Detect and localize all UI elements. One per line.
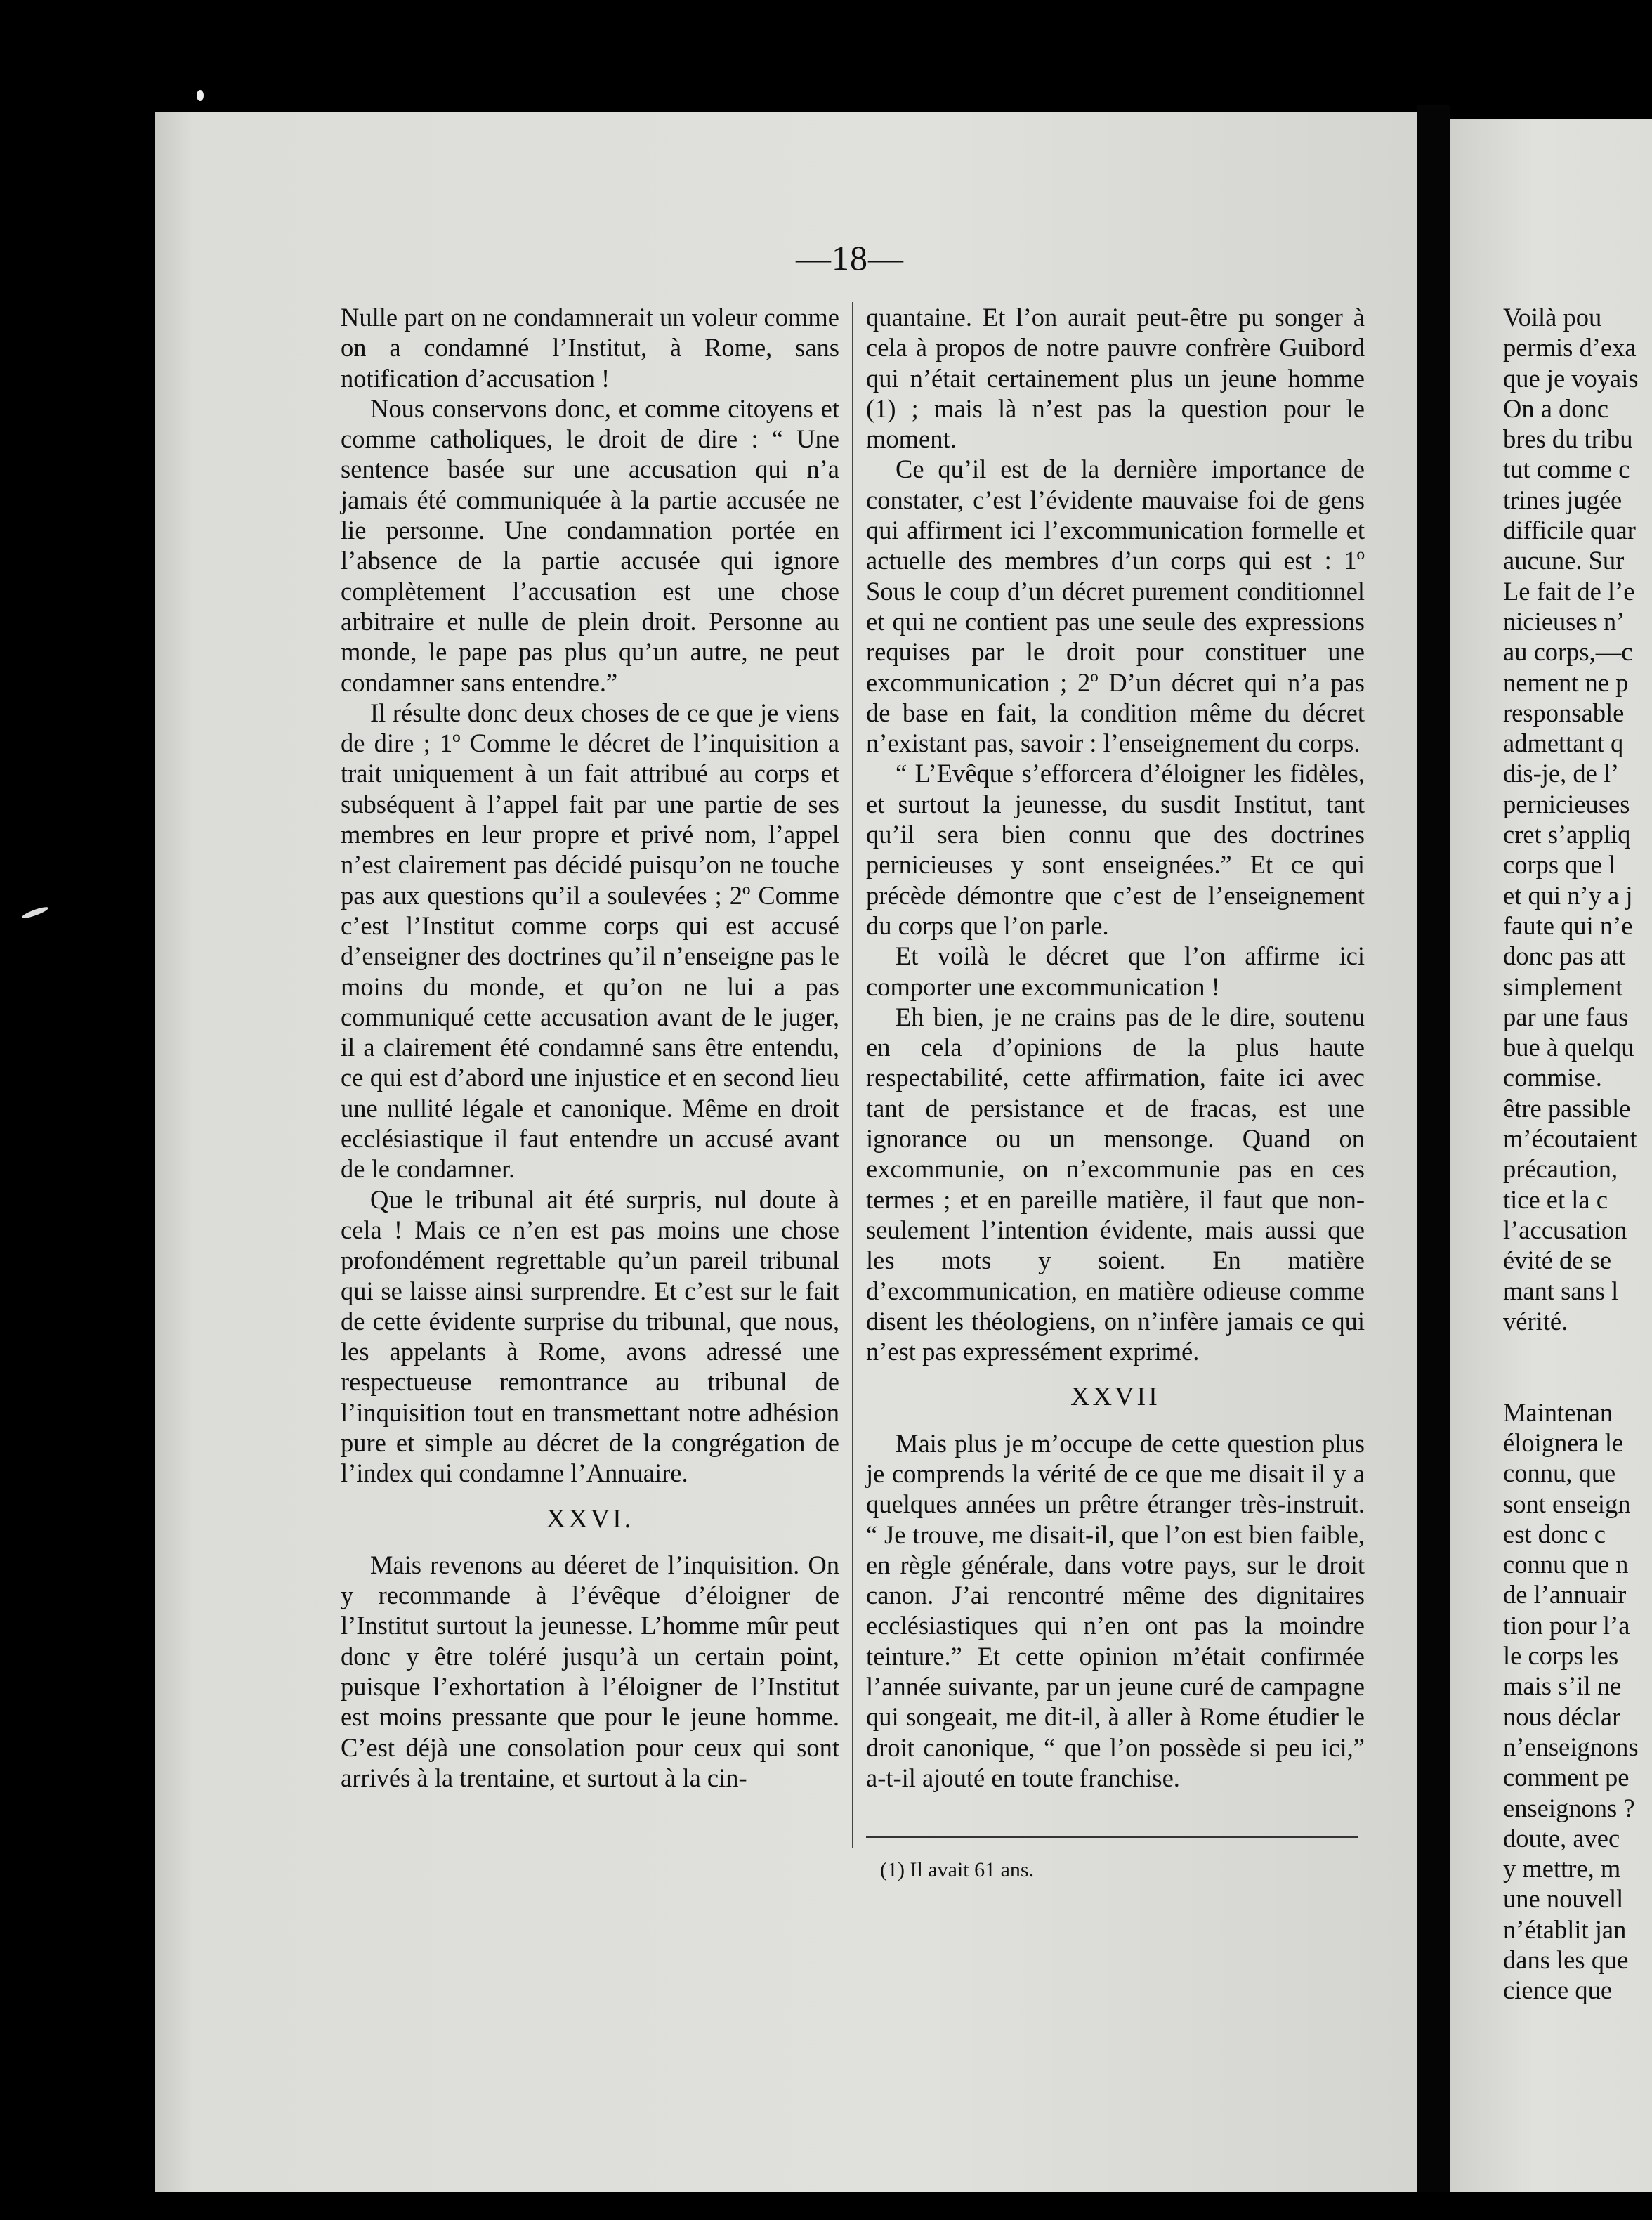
scan-artifact [21, 905, 49, 920]
cropped-line: faute qui n’e [1503, 910, 1633, 940]
cropped-line: responsable [1503, 698, 1625, 727]
cropped-line: comment pe [1503, 1763, 1630, 1792]
cropped-line: nicieuses n’ [1503, 606, 1625, 636]
cropped-line: cret s’appliq [1503, 820, 1631, 849]
cropped-line: précaution, [1503, 1154, 1618, 1184]
cropped-line: éloignera le [1503, 1428, 1624, 1457]
paragraph: Ce qu’il est de la dernière importance de constater, c’est l’évidente mauvaise foi de gens qui affirment ici l’excommunication formelle et actuelle des membres d’un corps qui est : 1º Sous le coup d’un décret purement conditionnel et qui ne contient pas une seule des expressions requises par le droit pour constituer une excommunication ; 2º D’un décret qui n’a pas de base en fait, la condition même du décret n’existant pas, savoir : l’enseignement du corps. [866, 455, 1365, 758]
cropped-line: cience que [1503, 1976, 1613, 2005]
cropped-line: pernicieuses [1503, 789, 1630, 818]
cropped-line [1503, 1366, 1652, 1397]
paragraph: Nous conservons donc, et comme citoyens et comme catholiques, le droit de dire : “ Une sentence basée sur une accusation qui n’a jamais été communiquée à la partie accusée ne lie personne. Une condamnation portée en l’absence de la partie accusée qui ignore complètement l’accusation est une chose arbitraire et nulle de plein droit. Personne au monde, le pape pas plus qu’un autre, ne peut condamner sans entendre.” [341, 393, 839, 697]
page-number: —18— [796, 238, 904, 278]
section-heading: XXVII [1070, 1382, 1160, 1412]
cropped-line: mant sans l [1503, 1276, 1619, 1305]
text-column-right-cropped [1503, 302, 1652, 2006]
cropped-line: être passible [1503, 1093, 1631, 1123]
cropped-line: de l’annuair [1503, 1580, 1627, 1610]
cropped-line: bres du tribu [1503, 424, 1633, 454]
cropped-line: m’écoutaient [1503, 1124, 1637, 1154]
paragraph: Que le tribunal ait été surpris, nul doute à cela ! Mais ce n’en est pas moins une chose profondément regrettable qu’un pareil tribunal qui se laisse ainsi surprendre. Et c’est sur le fait de cette évidente surprise du tribunal, que nous, les appelants à Rome, avons adressé une respectueuse remontrance au tribunal de l’inquisition tout en transmettant notre adhésion pure et simple au décret de la congrégation de l’index qui condamne l’Annuaire. [341, 1184, 839, 1488]
cropped-line: au corps,—c [1503, 637, 1633, 667]
text-column-middle [866, 302, 1365, 1793]
paragraph: Il résulte donc deux choses de ce que je viens de dire ; 1º Comme le décret de l’inquisition a trait uniquement à un fait attribué au corps et subséquent à l’appel fait par une partie de ses membres en leur propre et privé nom, l’appel n’est clairement pas décidé puisqu’on ne touche pas aux questions qu’il a soulevées ; 2º Comme c’est l’Institut comme corps qui est accusé d’enseigner des doctrines qu’il n’enseigne pas le moins du monde, et qu’on ne lui a pas communiqué cette accusation avant de le juger, il a clairement été condamné sans être entendu, ce qui est d’abord une injustice et en second lieu une nullité légale et canonique. Même en droit ecclésiastique il faut entendre un accusé avant de le condamner. [341, 698, 839, 1184]
cropped-line: mais s’il ne [1503, 1671, 1622, 1701]
cropped-line: par une faus [1503, 1002, 1629, 1031]
scan-artifact [197, 90, 204, 101]
paragraph: Eh bien, je ne crains pas de le dire, soutenu en cela d’opinions de la plus haute respectabilité, cette affirmation, faite ici avec tant de persistance et de fracas, est une ignorance ou un mensonge. Quand on excommunie, on n’excommunie pas en ces termes ; et en pareille matière, il faut que non-seulement l’intention évidente, mais aussi que les mots y soient. En matière d’excommunication, en matière odieuse comme disent les théologiens, on n’infère jamais ce qui n’est pas expressément exprimé. [866, 1002, 1365, 1366]
cropped-line: tion pour l’a [1503, 1610, 1630, 1640]
cropped-line: est donc c [1503, 1519, 1606, 1548]
cropped-line: n’enseignons [1503, 1732, 1639, 1761]
cropped-line: l’accusation [1503, 1215, 1627, 1244]
cropped-line: connu, que [1503, 1458, 1616, 1488]
cropped-line: enseignons ? [1503, 1793, 1635, 1822]
cropped-line: le corps les [1503, 1641, 1619, 1671]
cropped-line: donc pas att [1503, 941, 1626, 971]
cropped-line: nement ne p [1503, 667, 1629, 697]
cropped-line: dans les que [1503, 1945, 1629, 1975]
cropped-line: tice et la c [1503, 1184, 1608, 1214]
cropped-line: simplement [1503, 972, 1623, 1001]
footnote: (1) Il avait 61 ans. [880, 1858, 1035, 1881]
paragraph: “ L’Evêque s’efforcera d’éloigner les fidèles, et surtout la jeunesse, du susdit Institut, tant qu’il sera bien connu que des doctrines pernicieuses y sont enseignées.” Et ce qui précède démontre que c’est de l’enseignement du corps que l’on parle. [866, 759, 1365, 940]
cropped-line: permis d’exa [1503, 333, 1637, 363]
book-gutter [1417, 105, 1450, 2192]
cropped-line: aucune. Sur [1503, 546, 1625, 575]
cropped-line: n’établit jan [1503, 1914, 1627, 1944]
cropped-line: évité de se [1503, 1246, 1612, 1275]
cropped-line: que je voyais [1503, 363, 1639, 393]
cropped-line: tut comme c [1503, 455, 1630, 484]
paragraph: quantaine. Et l’on aurait peut-être pu songer à cela à propos de notre pauvre confrère Guibord qui n’était certainement plus un jeune homme (1) ; mais là n’est pas la question pour le moment. [866, 303, 1365, 454]
cropped-line: trines jugée [1503, 485, 1622, 514]
cropped-line: Maintenan [1503, 1397, 1613, 1427]
paragraph: Et voilà le décret que l’on affirme ici comporter une excommunication ! [866, 941, 1365, 1001]
cropped-line: Le fait de l’e [1503, 576, 1635, 606]
cropped-line: corps que l [1503, 850, 1616, 880]
column-divider [852, 302, 853, 1848]
cropped-line: Voilà pou [1503, 303, 1602, 332]
cropped-line: connu que n [1503, 1550, 1629, 1579]
cropped-line: admettant q [1503, 729, 1624, 758]
cropped-line: difficile quar [1503, 516, 1636, 545]
cropped-line: bue à quelqu [1503, 1033, 1634, 1062]
cropped-line: sont enseign [1503, 1489, 1631, 1518]
cropped-line: On a donc [1503, 393, 1609, 423]
cropped-line: commise. [1503, 1063, 1602, 1092]
cropped-line: une nouvell [1503, 1884, 1624, 1914]
paragraph: Nulle part on ne condamnerait un voleur comme on a condamné l’Institut, à Rome, sans notification d’accusation ! [341, 303, 839, 393]
text-column-left [341, 302, 839, 1793]
footnote-rule [866, 1836, 1358, 1838]
cropped-line [1503, 1336, 1652, 1366]
paragraph: Mais plus je m’occupe de cette question plus je comprends la vérité de ce que me disait il y a quelques années un prêtre étranger très-instruit. “ Je trouve, me disait-il, que l’on est bien faible, en règle générale, dans votre pays, sur le droit canon. J’ai rencontré même des dignitaires ecclésiastiques qui n’en ont pas la moindre teinture.” Et cette opinion m’était confirmée l’année suivante, par un jeune curé de campagne qui songeait, me dit-il, à aller à Rome étudier le droit canonique, “ que l’on possède si peu ici,” a-t-il ajouté en toute franchise. [866, 1428, 1365, 1792]
cropped-line: vérité. [1503, 1306, 1568, 1336]
cropped-line: doute, avec [1503, 1823, 1620, 1853]
section-heading: XXVI. [546, 1503, 634, 1534]
cropped-line: y mettre, m [1503, 1854, 1621, 1883]
cropped-line: nous déclar [1503, 1702, 1621, 1731]
paragraph: Mais revenons au déeret de l’inquisition. On y recommande à l’évêque d’éloigner de l’Institut surtout la jeunesse. L’homme mûr peut donc y être toléré jusqu’à un certain point, puisque l’exhortation à l’éloigner de l’Institut est moins pressante que pour le jeune homme. C’est déjà une consolation pour ceux qui sont arrivés à la trentaine, et surtout à la cin- [341, 1550, 839, 1792]
cropped-line: et qui n’y a j [1503, 880, 1633, 910]
cropped-line: dis-je, de l’ [1503, 759, 1620, 788]
